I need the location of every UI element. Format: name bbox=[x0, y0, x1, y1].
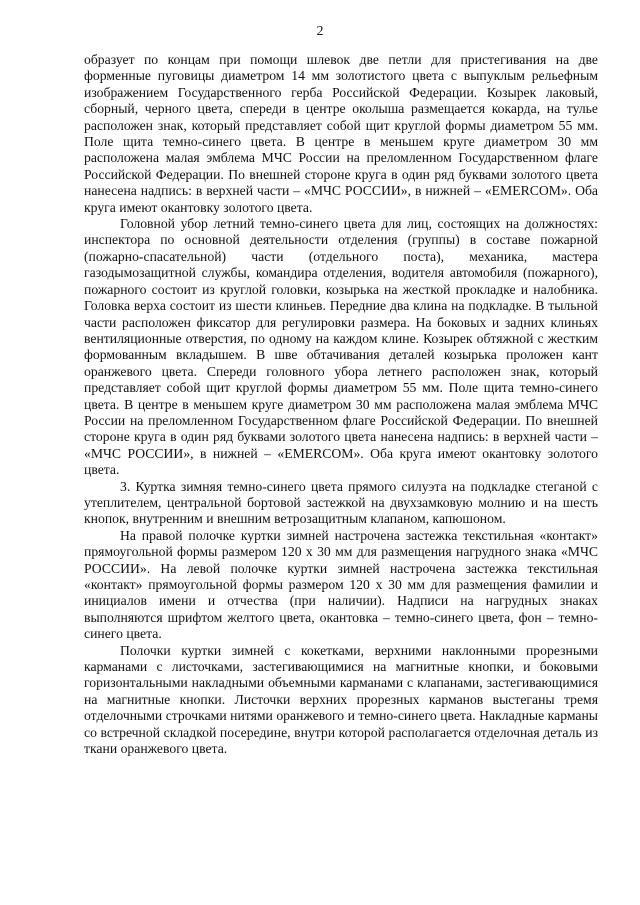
paragraph-winter-jacket: 3. Куртка зимняя темно-синего цвета прямого силуэта на подкладке стеганой с утеплителем, центральной бортовой застежкой на двухзамковую молнию и на шесть кнопок, внутренним и внешним ветрозащитным клапаном, капюшоном. bbox=[84, 478, 598, 527]
paragraph-cap-description: образует по концам при помощи шлевок две петли для пристегивания на две форменные пуговицы диаметром 14 мм золотистого цвета с выпуклым рельефным изображением Государственного герба Российской Федерации. Козырек лаковый, сборный, черного цвета, спереди в центре околыша размещается кокарда, на тулье расположен знак, который представляет собой щит круглой формы диаметром 55 мм. Поле щита темно-синего цвета. В центре в меньшем круге диаметром 30 мм расположена малая эмблема МЧС России на преломленном Государственном флаге Российской Федерации. По внешней стороне круга в один ряд буквами золотого цвета нанесена надпись: в верхней части – «МЧС РОССИИ», в нижней – «EMERCOM». Оба круга имеют окантовку золотого цвета. bbox=[84, 52, 598, 215]
page-number: 2 bbox=[316, 24, 324, 39]
paragraph-jacket-pockets: Полочки куртки зимней с кокетками, верхними наклонными прорезными карманами с листочками, застегивающимися на магнитные кнопки, и боковыми горизонтальными накладными объемными карманами с клапанами, застегивающимися на магнитные кнопки. Листочки верхних прорезных карманов выстеганы тремя отделочными строчками нитями оранжевого и темно-синего цвета. Накладные карманы со встречной складкой посередине, внутри которой располагается отделочная деталь из ткани оранжевого цвета. bbox=[84, 642, 598, 757]
document-body bbox=[84, 52, 598, 757]
paragraph-summer-headwear: Головной убор летний темно-синего цвета для лиц, состоящих на должностях: инспектора по основной деятельности отделения (группы) в составе пожарной (пожарно-спасательной) части (отдельного поста), механика, мастера газодымозащитной службы, командира отделения, водителя автомобиля (пожарного), пожарного состоит из круглой головки, козырька на жесткой прокладке и налобника. Головка верха состоит из шести клиньев. Передние два клина на подкладке. В тыльной части расположен фиксатор для регулировки размера. На боковых и задних клиньях вентиляционные отверстия, по одному на каждом клине. Козырек обтяжной с жестким формованным вкладышем. В шве обтачивания деталей козырька проложен кант оранжевого цвета. Спереди головного убора летнего расположен знак, который представляет собой щит круглой формы диаметром 55 мм. Поле щита темно-синего цвета. В центре в меньшем круге диаметром 30 мм расположена малая эмблема МЧС России на преломленном Государственном флаге Российской Федерации. По внешней стороне круга в один ряд буквами золотого цвета нанесена надпись: в верхней части – «МЧС РОССИИ», в нижней – «EMERCOM». Оба круга имеют окантовку золотого цвета. bbox=[84, 216, 598, 478]
paragraph-jacket-fasteners: На правой полочке куртки зимней настрочена застежка текстильная «контакт» прямоугольной формы размером 120 х 30 мм для размещения нагрудного знака «МЧС РОССИИ». На левой полочке куртки зимней настрочена застежка текстильная «контакт» прямоугольной формы размером 120 х 30 мм для размещения фамилии и инициалов имени и отчества (при наличии). Надписи на нагрудных знаках выполняются шрифтом желтого цвета, окантовка – темно-синего цвета, фон – темно-синего цвета. bbox=[84, 527, 598, 642]
